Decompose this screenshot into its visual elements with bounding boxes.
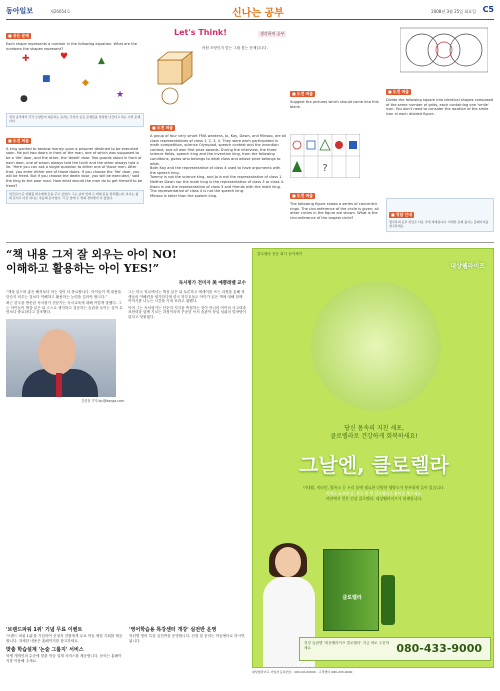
quiz-column-middle (150, 22, 380, 240)
newspaper-name: 동아일보 (6, 7, 34, 15)
ad-product-box (323, 549, 379, 631)
q3-text: A group of four very smart FMA wardens, Jo, Kay, Dawn, and Minsoo, are all class representatives of class 1, 2, 3, 4. They were each participated in math competition, science Olympiad, speech contest and the invention contest, and all won first prize awards. During the interview, the three science fields, speech king and the invention king, from the following conditions, guess who belongs to what class and whose prize belongs to what. (150, 134, 286, 166)
section-divider (6, 242, 494, 243)
q3-label: ■ 도전 퍼즐 (152, 125, 173, 130)
plus-sign-icon: ✚ (22, 54, 30, 65)
article-paragraph: “책을 읽으며 좋은 해석보다 아는 것이 더 중요합니다. 아이들이 책 내용을 단순히 외우는 것보다 이해하고 활용하는 능력을 길러야 합니다.” (6, 290, 122, 299)
shape-equation-figure (12, 53, 138, 111)
issue-number: 제26654호 (50, 9, 71, 14)
ad-product-title: 그날엔, 클로렐라 (299, 453, 449, 477)
q3-bullet: Minsoo is taller than the speech king. (150, 193, 218, 198)
ad-order-bar[interactable] (299, 637, 491, 661)
q1-korean: 전치 공식에서 각각 모양들이 대표하는 숫자는 무엇이 공든 문제들을 상상할 나간다고 하는 수학 문제이다. (6, 113, 144, 127)
q3-bullet: Tommy is not the science king, and Jo is not the representative of class 1. (150, 175, 283, 180)
article (6, 248, 246, 684)
quiz-column-right (386, 22, 494, 240)
ad-chlorella-image (311, 281, 441, 411)
article-column-right (128, 290, 246, 320)
notice-title: 맞춤 학습설계 '논술 그룹지' 서비스 (6, 647, 84, 654)
advertisement[interactable] (252, 248, 494, 668)
ad-call-to-action: 건강 습관엔 '대상웰라이프 클로렐라' 지금 바로 주문하세요 (304, 641, 390, 650)
quiz-section (6, 22, 494, 240)
ad-lead (253, 425, 494, 441)
ad-footer: 대상웰라이프 사업자 등록번호 : 000-00-00000 · 고객센터 080-433-9000 (252, 670, 353, 674)
triangle-shape-icon: ▲ (98, 56, 105, 67)
circle-shape-icon: ● (20, 94, 28, 105)
svg-text:?: ? (322, 163, 328, 174)
ad-brand-logo: 대상웰라이프 (450, 263, 485, 270)
notice-column-left (6, 626, 123, 663)
notice-text: 학년별 영어 특강 실전반을 운영합니다. 신청 및 문의는 학습센터로 하시면 됩니다. (129, 634, 245, 643)
concentric-rings-figure (400, 26, 488, 74)
heart-shape-icon: ♥ (60, 52, 69, 63)
q6-label: ■ 도전 퍼즐 (388, 89, 409, 94)
q3-bullet: Kwon is not the representative of class 3 and friends with the math king. (150, 184, 282, 189)
q5-label: ■ 도전 퍼즐 (292, 193, 313, 198)
lets-think-banner (168, 28, 328, 42)
q5-text: The following figure shows a series of concentric rings. The circumference of the circle is given; all other circles in the figure are shown. What is the circumference of the largest circle? (290, 202, 379, 220)
ad-phone-number[interactable]: 080-433-9000 (396, 642, 482, 655)
author-photo (6, 319, 116, 397)
q4-block (290, 80, 380, 109)
q6-block (386, 78, 494, 116)
lets-think-subtitle: 생각하며 공부 (260, 31, 285, 36)
ad-product-label: 클로렐라 (342, 595, 362, 601)
q4-text: Suggest the pictures which should come into this blank. (290, 100, 379, 109)
article-paragraph: 그는 미국 학교에서는 책을 읽은 뒤 토론하고 에세이를 쓰는 과정을 통해 학생들의 이해력을 평가한다며 한국 학부모들도 아이가 읽은 책에 대해 함께 이야기를 나누는 시간을 가져 보라고 권했다. (128, 290, 245, 304)
square-shape-icon: ■ (42, 74, 51, 85)
headline-line-1: “책 내용 그저 잘 외우는 아이 NO! (6, 248, 177, 261)
q2-label: ■ 도전 퍼즐 (8, 137, 29, 143)
article-byline: 독서평가 전미자 美 예쁨레벨 교수 (178, 281, 246, 286)
quiz-column-left (6, 22, 144, 240)
q5-block (290, 182, 380, 220)
notice-column-right (129, 626, 246, 643)
article-headline (6, 248, 246, 276)
section-title: 신나는 공부 (232, 8, 284, 19)
q1-label: ■ 공든 문제 (8, 33, 29, 38)
cube-figure (150, 46, 198, 110)
q6-text: Divide the following square into identical shapes composed of the same number of grids, each containing one 'smile' icon. You don't need to consider the location of the smile icon in each divided figure. (386, 98, 494, 116)
q3-bullet: The representative of class 4 is not the speech king. (150, 189, 245, 194)
ad-lead-line: 당신 몸속의 지친 세포, (344, 425, 404, 432)
article-body (6, 290, 246, 500)
notice-title: '영어학습용 특강센터 개강' 실전반 운영 (129, 627, 217, 633)
page-number: C5 (482, 5, 494, 14)
star-shape-icon: ★ (116, 90, 125, 101)
ad-body-line: 자연에서 얻은 건강 클로렐라, 대상웰라이프가 함께합니다. (325, 496, 423, 502)
q3-bullet: Neither Dawn nor the math king is the representative of class 3 or class 4. (150, 179, 285, 184)
diamond-shape-icon: ◆ (82, 78, 89, 89)
q2-text: A king wanted to bestow money upon a prisoner destined to be executed soon. He put two doors in front of the man, one of which was supposed to be a 'life' door, and the other, the 'death' door. Two guards stood in front of each door, one of whom always told the truth and the other always told a lie. 'Here you can ask a single question to either one of those men. After that, you enter either one of those doors. If you choose the 'life' door, you will be freed. But if you choose the death door, you will be executed,' said the king to the poor man. How what should the man do to get himself to be freed? (6, 146, 143, 188)
notice-text: 학생 개개인의 수준에 맞춘 학습 설계 서비스를 제공합니다. 문의는 홈페이지를 이용해 주세요. (6, 654, 122, 663)
q7-text: 생각하며 공부 정답은 다음 주에 게재됩니다. 자세한 문제 풀이는 홈페이지를 참고하세요. (389, 220, 489, 228)
notice-text: '브랜드 파워 1위'를 기념하여 신청자 전원에게 무료 학습 체험 기회를 제공합니다. 자세한 내용은 홈페이지를 참고하세요. (6, 634, 123, 643)
photo-caption: 김종철 기자 kjc@donga.com (81, 398, 124, 403)
q4-label: ■ 도전 퍼즐 (292, 91, 313, 96)
article-paragraph: 이어 그는 독서평가는 단순히 지식을 측정하는 것이 아니라 아이의 사고력과 표현력을 함께 기르는 과정이라며 꾸준한 독서 습관이 학업 성취의 밑바탕이 된다고 덧붙였다. (128, 305, 246, 319)
article-paragraph: 최근 한국을 방문한 독서평가 전문가는 독서교육에 대해 이렇게 말했다. 그는 아이들이 책을 읽은 뒤 스스로 생각하고 질문하는 습관을 들이는 것이 무엇보다 중요하다고 강조했다. (6, 301, 123, 315)
ad-body-line: 지치고 피곤한 날, 하루 한 번 클로렐라로 활력을 채우세요. (325, 490, 423, 496)
q7-block (386, 198, 494, 232)
headline-line-2: 이해하고 활용하는 아이 YES!” (6, 262, 160, 275)
page-header (6, 4, 494, 20)
lets-think-title: Let's Think! (174, 28, 227, 37)
ad-product-bottle (381, 575, 395, 625)
article-column-left (6, 290, 124, 403)
q3-bullet: Both Kay and the representative of class 4 used to have arguments with the speech king. (150, 166, 281, 175)
q7-label: ■ 정답 안내 (391, 212, 412, 217)
issue-date: 2008년 3월 25일 화요일 (431, 9, 476, 14)
ad-top-line: 클로렐라 전문 회사 동아제약 (257, 252, 303, 256)
q3-block (150, 114, 286, 198)
q1-text: Each shape represents a number in the following equation. What are the numbers the shapes represent? (6, 42, 137, 51)
ad-body (273, 485, 475, 502)
ad-lead-line: 클로렐라로 건강하게 회복하세요! (330, 433, 418, 440)
ad-body-line: 미네랄, 비타민, 엽록소 등 우리 몸에 필요한 다양한 영양소가 풍부하게 들어 있습니다. (303, 485, 445, 490)
notice-title: '브랜드파워 1위' 기념 무료 이벤트 (6, 627, 83, 633)
q-side-note: 어떤 모양인지 맞는 그림 찾는 문제입니다. (202, 46, 268, 50)
pattern-grid-figure (290, 134, 360, 178)
q2-korean: 임금님이 곧 처형될 죄수에게 돈을 주고 싶었다. 그는 남자 앞에 두 개의 문을 설치했는데, 하나는 삶의 문이고 다른 하나는 죽음의 문이었다. 각 문 앞에 두 명의 경비병이 서 있었다. (6, 190, 144, 204)
